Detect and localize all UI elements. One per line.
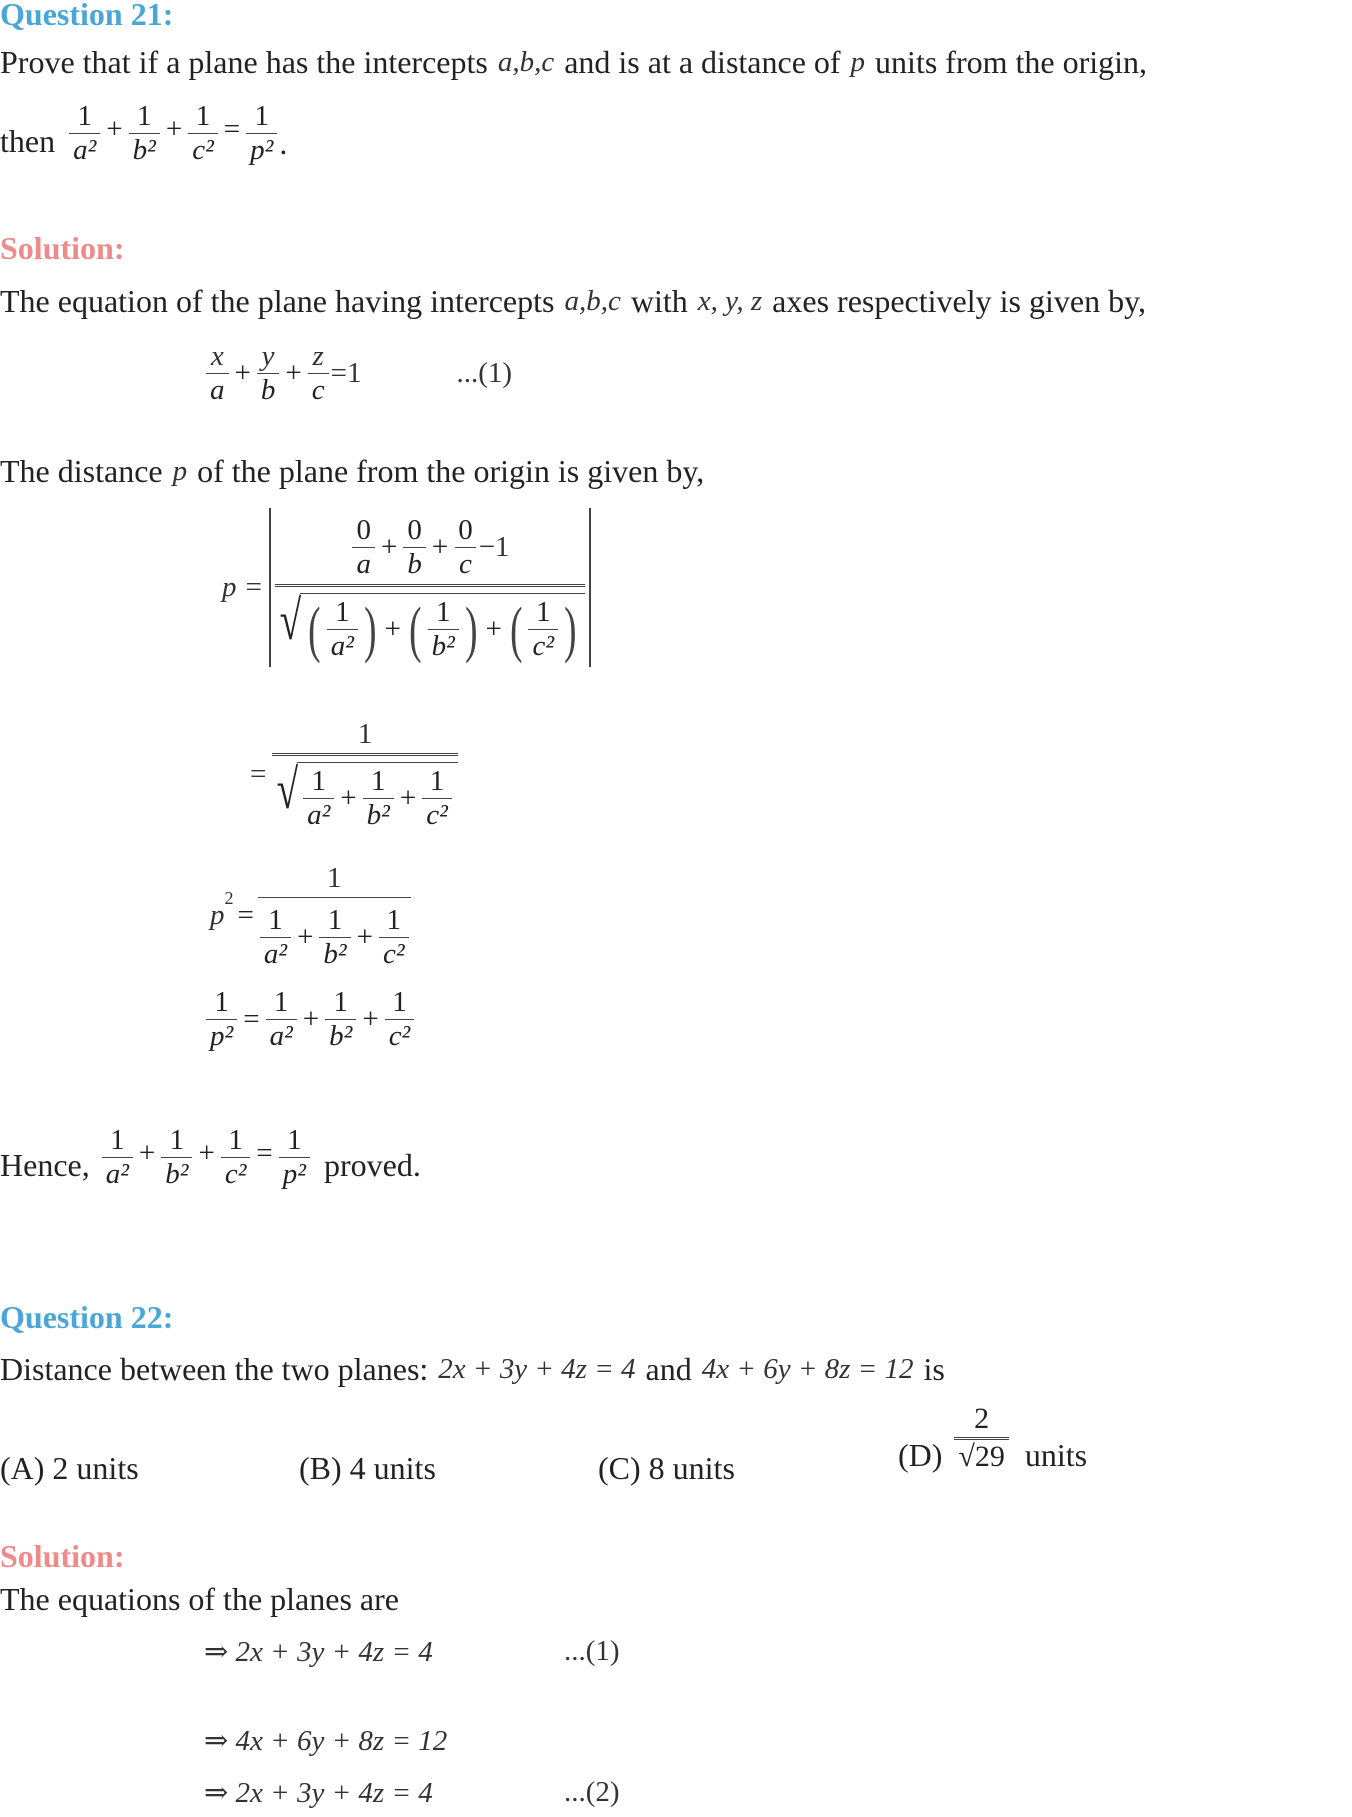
distance-formula-step3 xyxy=(210,860,411,972)
denominator: a² xyxy=(69,133,100,167)
numerator: 1 xyxy=(429,765,445,797)
denominator: p² xyxy=(246,133,277,167)
option-label: (B) 4 units xyxy=(299,1450,436,1486)
numerator: 1 xyxy=(327,904,343,936)
numerator: 0 xyxy=(356,514,371,546)
option-label: (D) xyxy=(898,1437,943,1473)
option-label: (A) 2 units xyxy=(0,1450,139,1486)
distance-formula-step4: $\frac{1}{\text{p²}}$ = $\frac{1}{\text{a²}}$ + $\frac{1}{\text{b²}}$ + $\frac{1}{\text{c²}}$ xyxy=(204,986,416,1054)
denominator: a² xyxy=(266,1019,297,1053)
text: with xyxy=(630,283,688,319)
question-22-statement xyxy=(0,1351,945,1388)
numerator: x xyxy=(210,340,224,372)
option-c xyxy=(598,1450,735,1487)
solution-21-line2 xyxy=(0,453,704,490)
denominator: b² xyxy=(325,1019,356,1053)
numerator: 1 xyxy=(214,986,229,1018)
denominator: c² xyxy=(385,1019,415,1053)
text: Prove that if a plane has the intercepts xyxy=(0,44,488,80)
text: The equation of the plane having intercepts xyxy=(0,283,555,319)
big-fraction xyxy=(258,860,411,972)
solution-22-eq2 xyxy=(204,1723,564,1758)
conclusion-21: Hence, $\frac{1}{\text{a²}}$ + $\frac{1}{\text{b²}}$ + $\frac{1}{\text{c²}}$ = $\frac{1}{\text{p²}}$ proved. xyxy=(0,1124,421,1191)
numerator: 1 xyxy=(371,765,386,797)
operator: + xyxy=(165,112,183,145)
denominator: √ $\frac{1}{\text{a²}}$ + $\frac{1}{\text{b²}}$ + $\frac{1}{\text{c²}}$ xyxy=(272,753,457,833)
denominator: c² xyxy=(422,798,452,832)
rhs: =1 xyxy=(330,357,362,390)
heading-text: Question 21: xyxy=(0,0,174,32)
text: then xyxy=(0,122,56,159)
operator: + xyxy=(106,112,123,145)
denominator: b² xyxy=(319,937,350,971)
numerator: y xyxy=(261,340,275,372)
numerator: 1 xyxy=(326,862,342,894)
big-fraction xyxy=(275,512,584,663)
fraction xyxy=(69,100,100,168)
square-root: √ ( $\frac{1}{\text{a²}}$ ) + ( $\frac{1}{\text{b²}}$ ) + ( $\frac{1}{\text{c²}}$ ) xyxy=(275,593,584,664)
denominator: b xyxy=(257,373,280,407)
text: and is at a distance of xyxy=(564,44,841,80)
numerator: 1 xyxy=(392,986,407,1018)
numerator: 1 xyxy=(536,595,551,628)
denominator: b² xyxy=(161,1157,192,1191)
solution-22-line1 xyxy=(0,1581,399,1618)
option-b xyxy=(299,1450,436,1487)
equation-label: ...(1) xyxy=(564,1635,620,1667)
denominator: a xyxy=(352,547,375,581)
plane-equation: 2x + 3y + 4z = 4 xyxy=(438,1353,636,1385)
denominator: c xyxy=(308,373,329,407)
lhs: p xyxy=(210,899,225,932)
numerator: 1 xyxy=(333,986,348,1018)
option-label: (C) 8 units xyxy=(598,1450,735,1486)
equation-label: ...(2) xyxy=(564,1776,620,1808)
denominator: b xyxy=(403,547,426,581)
fraction xyxy=(206,340,229,408)
math-vars: a,b,c xyxy=(497,46,555,78)
big-fraction xyxy=(272,716,457,833)
denominator: a xyxy=(206,373,229,407)
text: axes respectively is given by, xyxy=(772,283,1146,319)
heading-text: Question 22: xyxy=(0,1299,174,1335)
denominator: c xyxy=(455,547,476,581)
denominator: b² xyxy=(363,798,394,832)
constant: −1 xyxy=(478,531,510,564)
numerator: 1 xyxy=(311,765,326,797)
text: is xyxy=(923,1351,945,1387)
option-a xyxy=(0,1450,139,1487)
plane-equation: 4x + 6y + 8z = 12 xyxy=(701,1353,914,1385)
math-vars: a,b,c xyxy=(564,285,621,317)
exponent: 2 xyxy=(224,888,234,908)
numerator: 1 xyxy=(195,100,211,132)
denominator: √29 xyxy=(954,1437,1008,1475)
equation: ⇒ 2x + 3y + 4z = 4 xyxy=(204,1636,433,1668)
numerator: 1 xyxy=(357,718,373,750)
equation: ⇒ 4x + 6y + 8z = 12 xyxy=(204,1725,448,1757)
math-var: p xyxy=(172,455,188,487)
numerator: 1 xyxy=(335,595,350,628)
text: units from the origin, xyxy=(875,44,1148,80)
denominator: c² xyxy=(221,1157,251,1191)
math-var: p xyxy=(850,46,866,78)
option-d xyxy=(898,1402,1087,1474)
math-vars: x, y, z xyxy=(697,285,763,317)
numerator: 1 xyxy=(268,904,283,936)
numerator: 1 xyxy=(254,100,269,132)
denominator xyxy=(275,584,584,664)
text: The distance xyxy=(0,453,163,489)
denominator: a² xyxy=(260,937,291,971)
denominator: a² xyxy=(303,798,334,832)
fraction xyxy=(257,340,280,408)
numerator: 1 xyxy=(110,1124,125,1156)
denominator: p² xyxy=(206,1019,237,1053)
denominator: b² xyxy=(428,629,459,663)
numerator: 1 xyxy=(137,100,152,132)
operator: = xyxy=(237,899,254,932)
question-22-heading xyxy=(0,1299,173,1336)
denominator: a² xyxy=(102,1157,133,1191)
absolute-value xyxy=(269,508,590,667)
text: The equations of the planes are xyxy=(0,1581,399,1617)
text: Distance between the two planes: xyxy=(0,1351,429,1387)
text: units xyxy=(1024,1437,1088,1473)
numerator: $\frac{0}{a}$ + $\frac{0}{b}$ + $\frac{0}{c}$ −1 xyxy=(342,512,517,584)
solution-21-heading xyxy=(0,230,124,267)
distance-formula-step1 xyxy=(222,508,591,667)
denominator: b² xyxy=(129,133,160,167)
denominator: p² xyxy=(279,1157,310,1191)
operator: = xyxy=(223,112,241,145)
fraction xyxy=(129,100,160,168)
operator: = xyxy=(250,757,267,790)
numerator: 0 xyxy=(407,514,422,546)
numerator: z xyxy=(312,340,324,372)
solution-22-eq1 xyxy=(204,1634,620,1669)
text: of the plane from the origin is given by, xyxy=(197,453,705,489)
text: . xyxy=(279,124,288,161)
numerator: 2 xyxy=(974,1402,990,1435)
numerator: 1 xyxy=(386,904,402,936)
solution-21-line1 xyxy=(0,283,1146,320)
text: Hence, xyxy=(0,1146,90,1183)
numerator: 1 xyxy=(273,986,289,1018)
denominator: $\frac{1}{\text{a²}}$ + $\frac{1}{\text{b²}}$ + $\frac{1}{\text{c²}}$ xyxy=(258,897,411,972)
denominator: c² xyxy=(528,629,558,663)
text: proved. xyxy=(323,1146,421,1183)
numerator: 0 xyxy=(458,514,473,546)
fraction xyxy=(188,100,218,168)
question-21-heading xyxy=(0,0,173,33)
numerator: 1 xyxy=(435,595,451,628)
question-21-identity xyxy=(0,100,287,168)
operator: = xyxy=(243,1003,260,1036)
heading-text: Solution: xyxy=(0,230,125,266)
fraction xyxy=(246,100,277,168)
numerator: 1 xyxy=(228,1124,243,1156)
distance-formula-step2 xyxy=(250,716,458,833)
question-21-statement xyxy=(0,44,1147,81)
numerator: 1 xyxy=(287,1124,302,1156)
text: and xyxy=(645,1351,692,1387)
equation: ⇒ 2x + 3y + 4z = 4 xyxy=(204,1777,433,1809)
solution-22-heading xyxy=(0,1538,124,1575)
equation-1: $\frac{x}{a}$ + $\frac{y}{b}$ + $\frac{z}{c}$ =1 ...(1) xyxy=(204,340,512,408)
numerator: 1 xyxy=(169,1124,185,1156)
radicand: 29 xyxy=(974,1439,1005,1473)
denominator: c² xyxy=(379,937,409,971)
denominator: a² xyxy=(327,629,358,663)
denominator: c² xyxy=(188,133,218,167)
solution-22-eq3 xyxy=(204,1775,620,1810)
equation-label: ...(1) xyxy=(456,357,513,390)
fraction xyxy=(308,340,329,408)
lhs: p = xyxy=(222,571,264,604)
numerator: 1 xyxy=(77,100,92,132)
heading-text: Solution: xyxy=(0,1538,125,1574)
